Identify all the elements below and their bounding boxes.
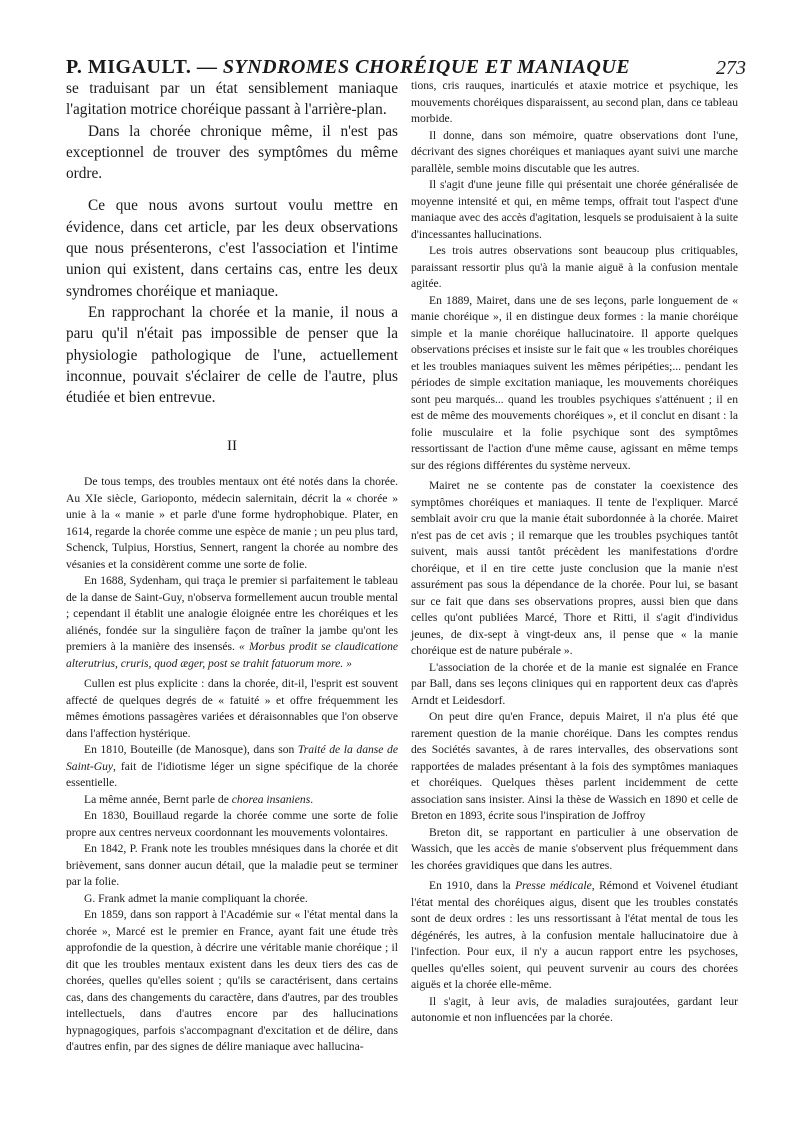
remond-text: En 1910, dans la [429,879,516,892]
breton-paragraph: Breton dit, se rapportant en particulier à une observation de Wassich, que les accès de manie s'observent plus fréquemment dans les chorées gravidiques que dans les autres. [411,825,738,872]
history-paragraph-2 [66,573,398,672]
sydenham-text: En 1688, Sydenham, qui traça le premier si parfaitement le tableau de la danse de Saint-Guy, n'observa formellement aucun trouble mental ; cependant il établit une analogie éloignée entre les choréiques et les aliénés, fondée sur la singulière façon de traîner la jambe qu'ont les premiers à la manière des insensés. [66,574,398,654]
remond-text-end: , Rémond et Voivenel étudiant l'état mental des choréiques aigus, disent que les troubles constatés sont de deux ordres : les uns ressortissant à l'état mental de tous les dégénérés, les autres, à la confusion mentale hallucinatoire due à l'infection. Pour eux, il n'y a aucun rapport entre les psychoses, quelles qu'elles soient, qui peuvent survenir au cours des chorées aiguës et la chorée elle-même. [411,879,738,991]
bernt-text: La même année, Bernt parle de [84,792,232,806]
bouteille-text-end: , fait de l'idiotisme léger un signe spécifique de la chorée essentielle. [66,759,398,790]
history-paragraph-9: En 1859, dans son rapport à l'Académie sur « l'état mental dans la chorée », Marcé est le premier en France, ayant fait une étude très approfondie de la question, à décrire une véritable manie choréique ; il dit que les troubles mentaux existent dans les deux tiers des cas de chorées, quelles qu'elles soient ; qu'ils se caractérisent, dans certains cas, dans des changements du caractère, dans d'autres, par des troubles intellectuels, dans d'autres encore par des hallucinations hypnagogiques, parfois s'accompagnant d'excitation et de délire, dans d'autres enfin, par des signes de délire maniaque avec hallucina- [66,908,398,1054]
marce-memoir-paragraph: Il donne, dans son mémoire, quatre observations dont l'une, décrivant des signes choréiques et maniaques ayant suivi une marche parallèle, semble moins discutable que les autres. [411,128,738,175]
section-heading: II [227,438,237,455]
header-article-title: SYNDROMES CHORÉIQUE ET MANIAQUE [222,56,631,78]
history-paragraph-5 [66,792,398,809]
other-observations-paragraph: Les trois autres observations sont beaucoup plus critiquables, paraissant ressortir plus qu'à la manie aiguë à la confusion mentale agitée. [411,244,738,290]
intro-paragraph-3: Ce que nous avons surtout voulu mettre en évidence, dans cet article, par les deux observations que nous présenterons, c'est l'association et l'intime union qui existent, dans certains cas, entre les deux syndromes choréique et maniaque. [66,197,398,300]
history-paragraph-6: En 1830, Bouillaud regarde la chorée comme une sorte de folie propre aux centres nerveux coordonnant les mouvements volontaires. [66,809,398,839]
intro-paragraph-1: se traduisant par un état sensiblement maniaque l'agitation motrice choréique passant à l'arrière-plan. [66,80,398,119]
case-paragraph: Il s'agit d'une jeune fille qui présentait une chorée généralisée de moyenne intensité et qui, en même temps, offrait tout l'aspect d'une maniaque avec des accès d'agitation, lesquels se produisaient à la suite d'incessantes hallucinations. [411,178,738,241]
bouteille-text: En 1810, Bouteille (de Manosque), dans son [84,743,298,757]
mairet-paragraph: En 1889, Mairet, dans une de ses leçons, parle longuement de « manie choréique », il en distingue deux formes : la manie choréique simple et la manie choréique hallucinatoire. Il apporte quelques observations précises et insiste sur le fait que « les troubles choréiques et les troubles maniaques suivent les mêmes péripéties;... pendant les périodes de simple excitation maniaque, les mouvements choréiques sont peu marqués... quand les troubles psychiques s'atténuent ; il en est de même des mouvements choréiques », et il conclut en disant : la folie musculaire et la folie psychique sont des symptômes ressortissant de l'action d'une même cause, agissant en même temps sur des régions différentes du système nerveux. [411,293,738,472]
header-dash: — [191,56,223,78]
france-paragraph: On peut dire qu'en France, depuis Mairet, il n'a plus été que rarement question de la manie choréique. Dans les comptes rendus des Sociétés savantes, à de rares intervalles, des observations sont rapportées de malades présentant à la fois des symptômes maniaques et choréiques. Quelques thèses parlent incidemment de cette association sans insister. Ainsi la thèse de Wassich en 1890 et celle de Breton en 1893, écrite sous l'inspiration de Joffroy [411,710,738,822]
history-paragraph-4 [66,742,398,792]
header-title [66,56,630,79]
right-column [411,78,738,1027]
history-paragraph-3: Cullen est plus explicite : dans la chorée, dit-il, l'esprit est souvent affecté de quelques degrés de « fatuité » et offre fréquemment les mêmes émotions passagères variées et déraisonnables que l'on observe dans l'affection hystérique. [66,677,398,740]
remond-voivenel-paragraph [411,878,738,994]
bernt-text-end: . [310,792,314,806]
ball-paragraph: L'association de la chorée et de la manie est signalée en France par Ball, dans ses leçons cliniques qui en rapportent deux cas d'après Arndt et Leidesdorf. [411,660,738,707]
intro-paragraph-4: En rapprochant la chorée et la manie, il nous a paru qu'il n'était pas impossible de penser que la physiologie pathologique de l'une, actuellement inconnue, pouvait s'éclairer de celle de l'autre, plus étudiée et bien entrevue. [66,303,398,407]
intro-paragraph-2: Dans la chorée chronique même, il n'est pas exceptionnel de trouver des symptômes du même ordre. [66,122,398,183]
bernt-term: chorea insaniens [231,792,311,806]
continued-paragraph: tions, cris rauques, inarticulés et ataxie motrice et psychique, les mouvements choréiques disparaissent, au second plan, dans ce tableau morbide. [411,79,738,125]
latin-quote: « Morbus prodit se claudicatione alterutrius, cruris, quod æger, post se trahit fatuorum more. » [66,640,399,670]
header-author: P. MIGAULT. [66,56,192,78]
history-paragraph-1: De tous temps, des troubles mentaux ont été notés dans la chorée. Au XIe siècle, Garioponto, médecin salernitain, décrit la « chorée » unie à la « manie » et parle d'une forme hydrophobique. Plater, en 1614, regarde la chorée comme une espèce de manie ; un peu plus tard, Schenck, Tulpius, Horstius, Sennert, rangent la chorée au nombre des vésanies et la considèrent comme une sorte de folie. [66,475,398,571]
mairet-explanation-paragraph: Mairet ne se contente pas de constater la coexistence des symptômes choréiques et maniaques. Il tente de l'expliquer. Marcé semblait avoir cru que la manie était subordonnée à la chorée. Mairet n'est pas de cet avis ; il remarque que les troubles psychiques tantôt suivent, mais aussi tantôt précèdent les manifestations d'ordre choréique, et il en tire cette juste conclusion que la manie n'est assurément pas sous la dépendance de la chorée. Pour lui, se basant sur ce fait que dans ses observations propres, aussi bien que dans celles qu'ont publiées Marcé, Thore et Ritti, il s'agit d'individus jeunes, de dix-sept à vingt-deux ans, il pense que « la manie choréique est de nature pubérale ». [411,479,738,657]
history-paragraph-7: En 1842, P. Frank note les troubles mnésiques dans la chorée et dit brièvement, sans donner aucun détail, que la maladie peut se terminer par la folie. [66,842,398,889]
journal-title: Presse médicale [515,879,592,892]
bouteille-work-title: Traité de la danse de Saint-Guy [66,743,398,773]
final-paragraph: Il s'agit, à leur avis, de maladies surajoutées, gardant leur autonomie et non influencées par la chorée. [411,994,738,1024]
history-paragraph-8: G. Frank admet la manie compliquant la chorée. [84,891,308,905]
left-column [66,78,398,1056]
page-number: 273 [716,57,746,79]
